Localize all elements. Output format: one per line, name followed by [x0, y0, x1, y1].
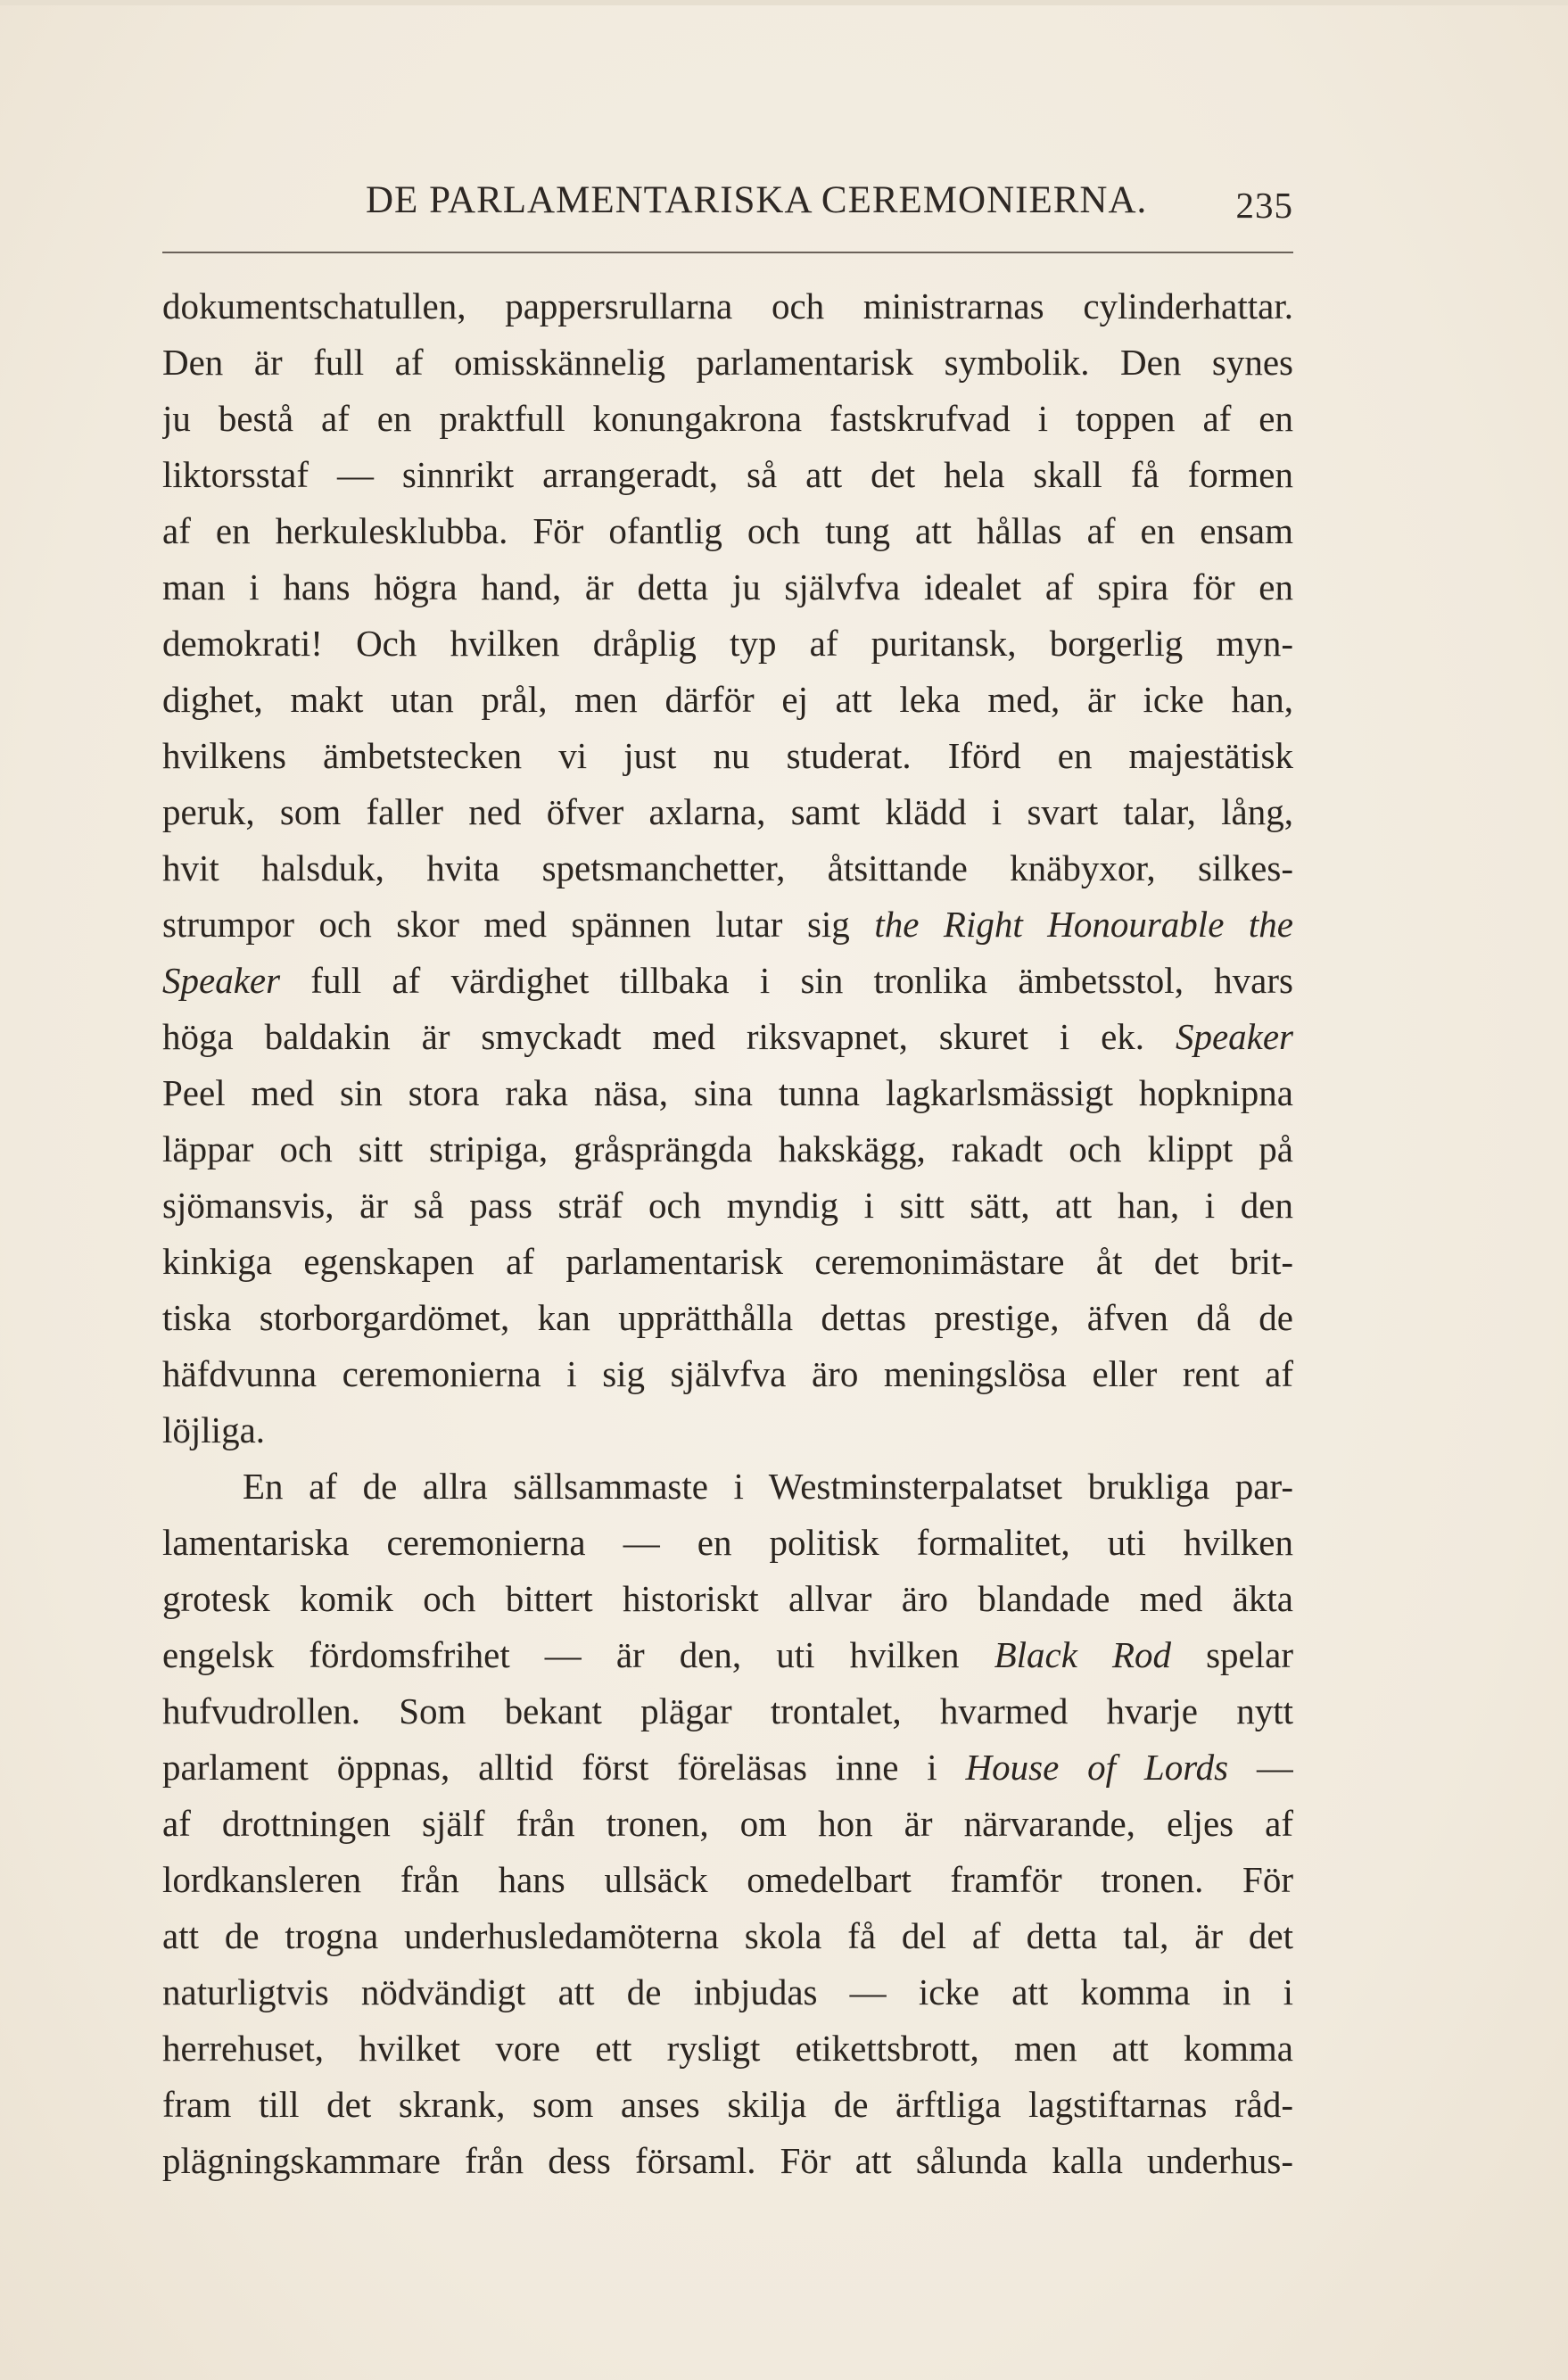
text-line: Peel med sin stora raka näsa, sina tunna lagkarlsmässigt hopknipna [162, 1072, 1293, 1113]
italic-title: the Right Honourable the [874, 904, 1293, 945]
text-line: grotesk komik och bittert historiskt allvar äro blandade med äkta [162, 1578, 1293, 1619]
text-segment: höga baldakin är smyckadt med riksvapnet, skuret i ek. [162, 1016, 1176, 1057]
text-line: naturligtvis nödvändigt att de inbjudas — icke att komma in i [162, 1971, 1293, 2012]
text-line: plägningskammare från dess församl. För att sålunda kalla underhus- [162, 2140, 1293, 2181]
text-line: lamentariska ceremonierna — en politisk formalitet, uti hvilken [162, 1522, 1293, 1563]
text-line: dighet, makt utan prål, men därför ej att leka med, är icke han, [162, 679, 1293, 720]
text-line [162, 1740, 1293, 1796]
italic-title: Black Rod [994, 1634, 1172, 1675]
text-line: att de trogna underhusledamöterna skola få del af detta tal, är det [162, 1915, 1293, 1956]
page-header [162, 178, 1293, 241]
text-line [162, 1627, 1293, 1683]
text-segment: spelar [1171, 1634, 1293, 1675]
text-line: lordkansleren från hans ullsäck omedelbart framför tronen. För [162, 1859, 1293, 1900]
page-edge [0, 0, 1568, 5]
text-line: peruk, som faller ned öfver axlarna, samt klädd i svart talar, lång, [162, 791, 1293, 832]
text-line: hvilkens ämbetstecken vi just nu studerat. Iförd en majestätisk [162, 735, 1293, 776]
text-line: ju bestå af en praktfull konungakrona fastskrufvad i toppen af en [162, 398, 1293, 439]
text-line: sjömansvis, är så pass sträf och myndig i sitt sätt, att han, i den [162, 1185, 1293, 1226]
text-line: dokumentschatullen, pappersrullarna och ministrarnas cylinderhattar. [162, 285, 1293, 326]
text-line: af en herkulesklubba. För ofantlig och tung att hållas af en ensam [162, 510, 1293, 551]
italic-title: Speaker [162, 960, 281, 1001]
text-line: kinkiga egenskapen af parlamentarisk ceremonimästare åt det brit- [162, 1241, 1293, 1282]
text-segment: parlament öppnas, alltid först föreläsas inne i [162, 1747, 966, 1788]
body-text [162, 278, 1293, 2189]
italic-title: House of Lords [965, 1747, 1229, 1788]
text-line: demokrati! Och hvilken dråplig typ af puritansk, borgerlig myn- [162, 623, 1293, 664]
header-rule [162, 252, 1293, 253]
text-line [162, 953, 1293, 1009]
text-line: häfdvunna ceremonierna i sig självfva äro meningslösa eller rent af [162, 1353, 1293, 1394]
paragraph-start-line: En af de allra sällsammaste i Westminsterpalatset brukliga par- [243, 1466, 1293, 1507]
text-line: läppar och sitt stripiga, gråsprängda hakskägg, rakadt och klippt på [162, 1128, 1293, 1169]
paragraph-end-line: löjliga. [162, 1409, 266, 1450]
text-segment: — [1228, 1747, 1293, 1788]
italic-title: Speaker [1175, 1016, 1293, 1057]
text-segment: engelsk fördomsfrihet — är den, uti hvilken [162, 1634, 994, 1675]
running-title: DE PARLAMENTARISKA CEREMONIERNA. [366, 179, 1148, 221]
text-segment: full af värdighet tillbaka i sin tronlika ämbetsstol, hvars [280, 960, 1293, 1001]
text-line: liktorsstaf — sinnrikt arrangeradt, så att det hela skall få formen [162, 454, 1293, 495]
text-line: Den är full af omisskännelig parlamentarisk symbolik. Den synes [162, 342, 1293, 383]
page-number: 235 [1235, 185, 1293, 226]
text-line: hufvudrollen. Som bekant plägar trontalet, hvarmed hvarje nytt [162, 1690, 1293, 1731]
text-line: af drottningen själf från tronen, om hon är närvarande, eljes af [162, 1803, 1293, 1844]
text-line [162, 1009, 1293, 1065]
text-line: hvit halsduk, hvita spetsmanchetter, åtsittande knäbyxor, silkes- [162, 847, 1293, 888]
text-line: man i hans högra hand, är detta ju självfva idealet af spira för en [162, 566, 1293, 607]
text-line: herrehuset, hvilket vore ett rysligt etikettsbrott, men att komma [162, 2028, 1293, 2069]
text-line [162, 897, 1293, 953]
text-segment: strumpor och skor med spännen lutar sig [162, 904, 875, 945]
text-line: fram till det skrank, som anses skilja de ärftliga lagstiftarnas råd- [162, 2084, 1293, 2125]
text-line: tiska storborgardömet, kan upprätthålla dettas prestige, äfven då de [162, 1297, 1293, 1338]
